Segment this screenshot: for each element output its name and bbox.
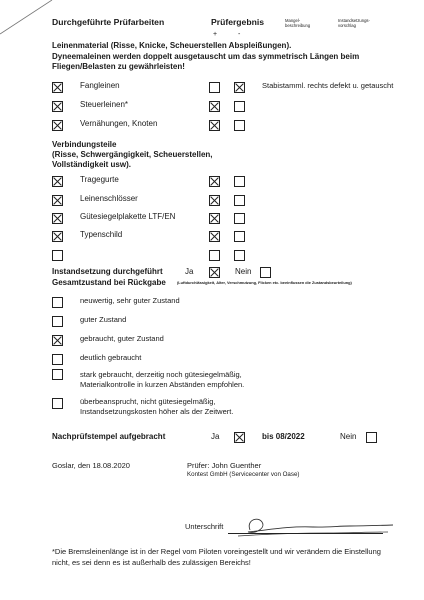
item-label: Typenschild xyxy=(80,230,123,239)
item-label: Steuerleinen* xyxy=(80,100,129,109)
checkbox-guetesiegel-minus[interactable] xyxy=(234,213,245,224)
gesamtzustand-note: (Luftdurchlässigkeit, Alter, Verschmutzung, Flicken etc. beeinflussen die Zustandsbeurteilung) xyxy=(177,280,352,285)
checkbox-tragegurte-plus[interactable] xyxy=(209,176,220,187)
column-header-instandsetzung: Instandsetzungs- vorschlag xyxy=(338,18,370,28)
checkbox-leinenschloesser-plus[interactable] xyxy=(209,195,220,206)
checkbox-fangleinen[interactable] xyxy=(52,82,63,93)
column-header-mangel: Mangel- beschreibung xyxy=(285,18,311,28)
column-header-result: Prüfergebnis xyxy=(211,17,265,27)
checkbox-deutlich-gebraucht[interactable] xyxy=(52,354,63,365)
pruefer-name: Prüfer: John Guenther xyxy=(187,461,262,470)
checkbox-extra-plus[interactable] xyxy=(209,250,220,261)
checkbox-ueberbeansprucht[interactable] xyxy=(52,398,63,409)
checkbox-extra-minus[interactable] xyxy=(234,250,245,261)
stempel-nein-label: Nein xyxy=(340,432,357,441)
signature-line xyxy=(228,533,383,534)
checkbox-vernaehungen[interactable] xyxy=(52,120,63,131)
unterschrift-label: Unterschrift xyxy=(185,522,224,531)
zustand-option-label: gebraucht, guter Zustand xyxy=(80,334,164,343)
leinen-heading: Leinenmaterial (Risse, Knicke, Scheuerstellen Abspleißungen). xyxy=(52,41,292,50)
signature xyxy=(228,512,398,542)
checkbox-steuerleinen-minus[interactable] xyxy=(234,101,245,112)
item-label: Fangleinen xyxy=(80,81,120,90)
checkbox-fangleinen-minus[interactable] xyxy=(234,82,245,93)
item-label: Gütesiegelplakette LTF/EN xyxy=(80,212,176,221)
scan-edge-line xyxy=(0,0,60,40)
checkbox-guetesiegel-plus[interactable] xyxy=(209,213,220,224)
checkbox-typenschild-minus[interactable] xyxy=(234,231,245,242)
stempel-ja-label: Ja xyxy=(211,432,220,441)
checkbox-vernaehungen-plus[interactable] xyxy=(209,120,220,131)
zustand-option-label: guter Zustand xyxy=(80,315,127,324)
checkbox-steuerleinen-plus[interactable] xyxy=(209,101,220,112)
zustand-option-label: stark gebraucht, derzeitig noch gütesiegelmäßig, Materialkontrolle in kurzen Abständen empfohlen. xyxy=(80,370,245,389)
stempel-bis: bis 08/2022 xyxy=(262,432,305,441)
zustand-option-label: deutlich gebraucht xyxy=(80,353,142,362)
column-header-work: Durchgeführte Prüfarbeiten xyxy=(52,17,165,27)
checkbox-extra[interactable] xyxy=(52,250,63,261)
item-label: Leinenschlösser xyxy=(80,194,138,203)
pruefer-firma: Kontest GmbH (Servicecenter von Oase) xyxy=(187,471,300,478)
gesamtzustand-label: Gesamtzustand bei Rückgabe xyxy=(52,278,166,287)
checkbox-leinenschloesser[interactable] xyxy=(52,195,63,206)
checkbox-leinenschloesser-minus[interactable] xyxy=(234,195,245,206)
verbindung-heading: Verbindungsteile (Risse, Schwergängigkeit, Scheuerstellen, Vollständigkeit usw). xyxy=(52,140,213,169)
checkbox-instandsetzung-nein[interactable] xyxy=(260,267,271,278)
checkbox-guter-zustand[interactable] xyxy=(52,316,63,327)
checkbox-stempel-nein[interactable] xyxy=(366,432,377,443)
footnote: *Die Bremsleinenlänge ist in der Regel vom Piloten voreingestellt und wir verändern die Einstellung nicht, es sei denn es ist außerhalb des zulässigen Bereichs! xyxy=(52,547,381,567)
item-label: Vernähungen, Knoten xyxy=(80,119,158,128)
checkbox-fangleinen-plus[interactable] xyxy=(209,82,220,93)
minus-label: - xyxy=(238,31,241,38)
fangleinen-note: Stabistamml. rechts defekt u. getauscht xyxy=(262,81,394,90)
checkbox-stark-gebraucht[interactable] xyxy=(52,369,63,380)
checkbox-vernaehungen-minus[interactable] xyxy=(234,120,245,131)
stempel-label: Nachprüfstempel aufgebracht xyxy=(52,432,166,441)
checkbox-typenschild[interactable] xyxy=(52,231,63,242)
checkbox-stempel-ja[interactable] xyxy=(234,432,245,443)
zustand-option-label: überbeansprucht, nicht gütesiegelmäßig, Instandsetzungskosten höher als der Zeitwert. xyxy=(80,397,234,416)
checkbox-tragegurte-minus[interactable] xyxy=(234,176,245,187)
checkbox-steuerleinen[interactable] xyxy=(52,101,63,112)
checkbox-typenschild-plus[interactable] xyxy=(209,231,220,242)
checkbox-instandsetzung-ja[interactable] xyxy=(209,267,220,278)
checkbox-guetesiegel[interactable] xyxy=(52,213,63,224)
zustand-option-label: neuwertig, sehr guter Zustand xyxy=(80,296,180,305)
leinen-subheading: Dyneemaleinen werden doppelt ausgetauscht um das symmetrisch Längen beim Fliegen/Belasten zu gewährleisten! xyxy=(52,52,360,71)
place-date: Goslar, den 18.08.2020 xyxy=(52,461,130,470)
instandsetzung-ja-label: Ja xyxy=(185,267,194,276)
instandsetzung-nein-label: Nein xyxy=(235,267,252,276)
plus-label: + xyxy=(213,31,218,38)
checkbox-neuwertig[interactable] xyxy=(52,297,63,308)
instandsetzung-label: Instandsetzung durchgeführt xyxy=(52,267,163,276)
item-label: Tragegurte xyxy=(80,175,119,184)
checkbox-tragegurte[interactable] xyxy=(52,176,63,187)
checkbox-gebraucht-gut[interactable] xyxy=(52,335,63,346)
